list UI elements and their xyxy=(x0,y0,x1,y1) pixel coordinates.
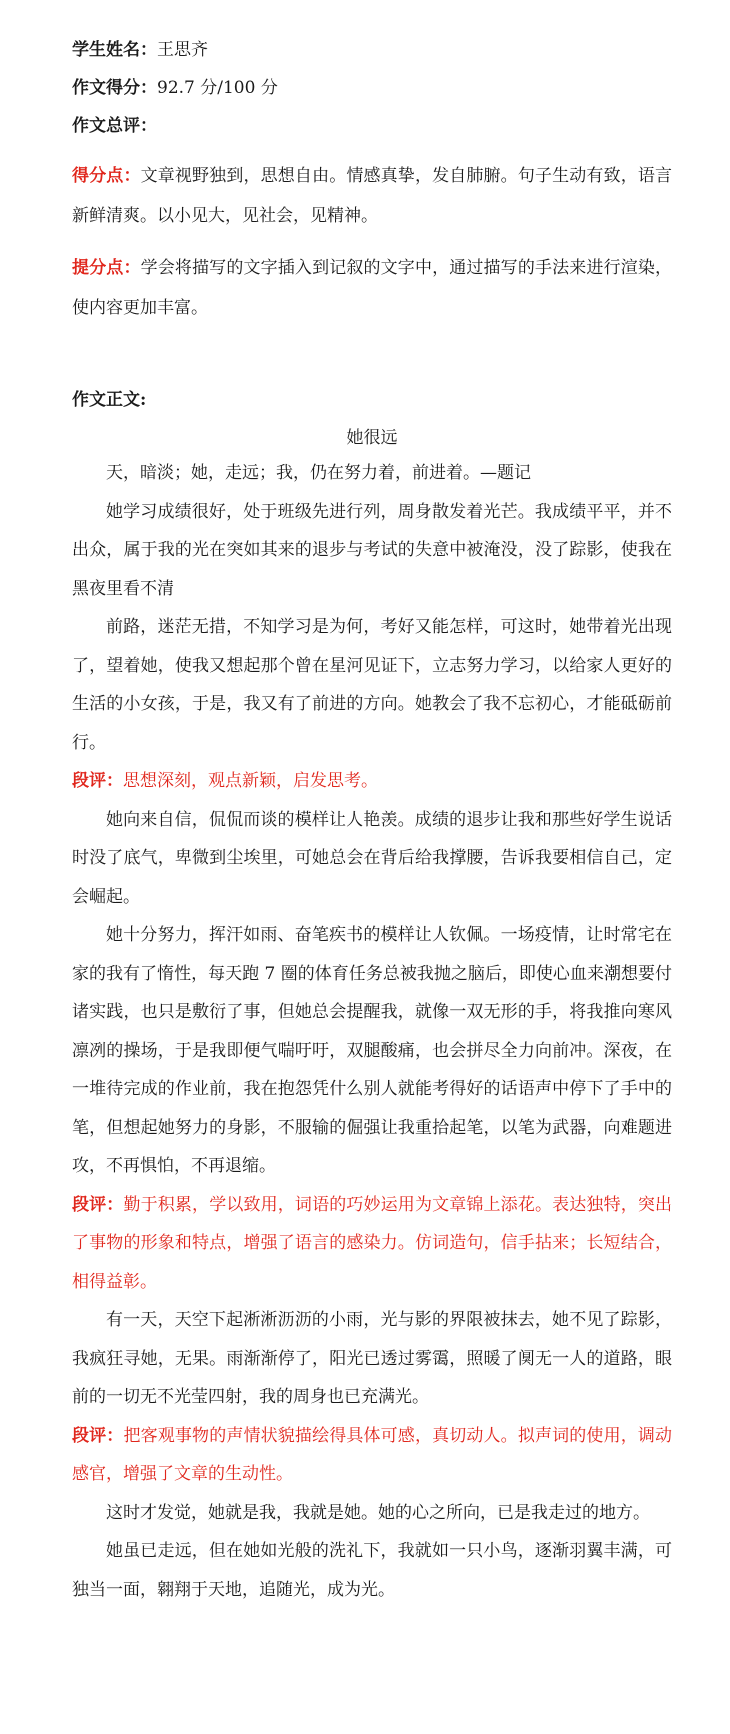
student-name-label: 学生姓名： xyxy=(72,40,157,60)
essay-paragraph: 她虽已走远，但在她如光般的洗礼下，我就如一只小鸟，逐渐羽翼丰满，可独当一面，翱翔于天地，追随光，成为光。 xyxy=(72,1541,672,1600)
improve-comment xyxy=(72,248,672,328)
essay-paragraph: 她学习成绩很好，处于班级先进行列，周身散发着光芒。我成绩平平，并不出众，属于我的光在突如其来的退步与考试的失意中被淹没，没了踪影，使我在黑夜里看不清 xyxy=(72,501,672,599)
review-label: 段评： xyxy=(72,1425,124,1446)
merit-label: 得分点： xyxy=(72,166,141,186)
essay-document xyxy=(72,38,672,1609)
score-line xyxy=(72,76,672,100)
essay-paragraph: 有一天，天空下起淅淅沥沥的小雨，光与影的界限被抹去，她不见了踪影，我疯狂寻她，无果。雨渐渐停了，阳光已透过雾霭，照暖了阒无一人的道路，眼前的一切无不光莹四射，我的周身也已充满光。 xyxy=(72,1310,672,1407)
score-value: 92.7 分/100 分 xyxy=(157,78,278,98)
essay-paragraph: 她向来自信，侃侃而谈的模样让人艳羡。成绩的退步让我和那些好学生说话时没了底气，卑微到尘埃里，可她总会在背后给我撑腰，告诉我要相信自己，定会崛起。 xyxy=(72,809,672,907)
review-text: 勤于积累，学以致用，词语的巧妙运用为文章锦上添花。表达独特，突出了事物的形象和特点，增强了语言的感染力。仿词造句，信手拈来；长短结合，相得益彰。 xyxy=(72,1194,673,1292)
merit-text: 文章视野独到，思想自由。情感真挚，发自肺腑。句子生动有致，语言新鲜清爽。以小见大，见社会，见精神。 xyxy=(72,166,673,226)
summary-heading: 作文总评： xyxy=(72,116,157,136)
review-text: 把客观事物的声情状貌描绘得具体可感，真切动人。拟声词的使用，调动感官，增强了文章的生动性。 xyxy=(72,1425,673,1484)
review-text: 思想深刻，观点新颖，启发思考。 xyxy=(123,771,378,791)
paragraph-review xyxy=(72,1417,672,1494)
essay-paragraph: 这时才发觉，她就是我，我就是她。她的心之所向，已是我走过的地方。 xyxy=(106,1502,650,1523)
paragraph-review xyxy=(72,762,672,801)
student-name-value: 王思齐 xyxy=(157,40,208,60)
essay-paragraph: 她十分努力，挥汗如雨、奋笔疾书的模样让人钦佩。一场疫情，让时常宅在家的我有了惰性，每天跑 7 圈的体育任务总被我抛之脑后，即使心血来潮想要付诸实践，也只是敷衍了事，但她总会提醒我，就像一双无形的手，将我推向寒风凛冽的操场，于是我即便气喘吁吁，双腿酸痛，也会拼尽全力向前冲。深夜，在一堆待完成的作业前，我在抱怨凭什么别人就能考得好的话语声中停下了手中的笔，但想起她努力的身影，不服输的倔强让我重拾起笔，以笔为武器，向难题进攻，不再惧怕，不再退缩。 xyxy=(72,925,672,1176)
essay-heading: 作文正文: xyxy=(72,390,147,410)
improve-text: 学会将描写的文字插入到记叙的文字中，通过描写的手法来进行渲染，使内容更加丰富。 xyxy=(72,258,673,318)
essay-paragraph: 天，暗淡；她，走远；我，仍在努力着，前进着。—题记 xyxy=(106,463,531,483)
improve-label: 提分点： xyxy=(72,258,141,278)
essay-body xyxy=(72,454,672,1609)
essay-paragraph: 前路，迷茫无措，不知学习是为何，考好又能怎样，可这时，她带着光出现了，望着她，使我又想起那个曾在星河见证下，立志努力学习，以给家人更好的生活的小女孩，于是，我又有了前进的方向。她教会了我不忘初心，才能砥砺前行。 xyxy=(72,617,672,753)
paragraph-review xyxy=(72,1186,672,1302)
review-label: 段评： xyxy=(72,1194,124,1215)
merit-comment xyxy=(72,156,672,236)
review-label: 段评： xyxy=(72,771,123,791)
essay-title: 她很远 xyxy=(346,428,398,448)
score-label: 作文得分： xyxy=(72,78,157,98)
student-name-line xyxy=(72,38,672,62)
